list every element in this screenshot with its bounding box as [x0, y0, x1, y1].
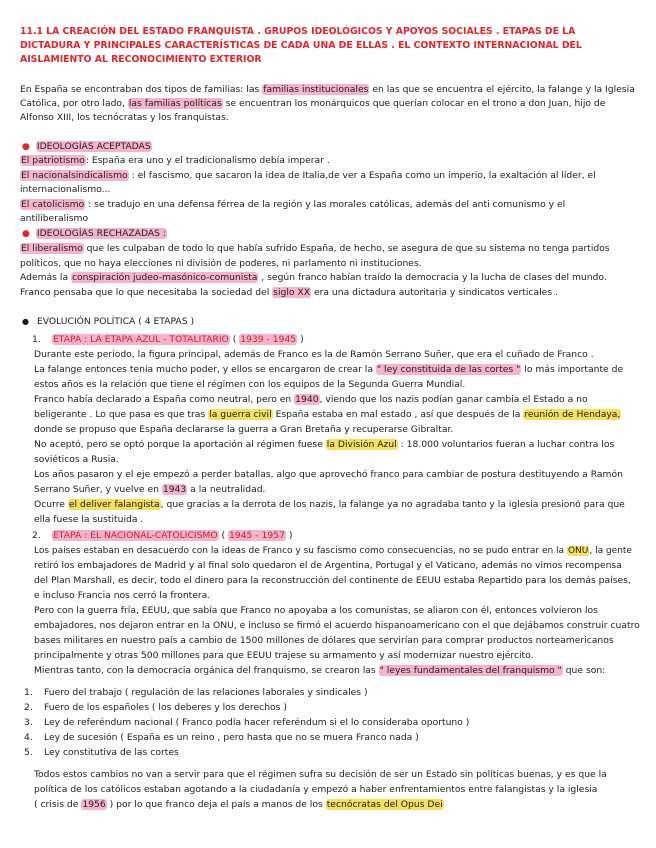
- etapa1-line-8: soviéticos a Rusia.: [34, 454, 119, 465]
- bullet-icon: ●: [22, 229, 30, 239]
- rechazadas-line-3: Además la conspiración judeo-masónico-comunista , según franco habían traído la democracia y la lucha de clases del mundo.: [20, 272, 607, 283]
- closing-line-3: ( crisis de 1956 ) por lo que franco deja el país a manos de los tecnócratas del Opus Dei: [34, 799, 443, 810]
- etapa2-line-6: embajadores, nos dejaron entrar en la ONU, e incluso se firmó el acuerdo hispanoamericano con el que dejábamos construir cuatro: [34, 620, 640, 631]
- etapa1-line-2: La falange entonces tenía mucho poder, y ellos se encargaron de crear la " ley constituida de las cortes " lo más importante de: [34, 364, 624, 375]
- highlight: las familias políticas: [128, 98, 222, 109]
- rechazadas-line-4: Franco pensaba que lo que necesitaba la sociedad del siglo XX era una dictadura autoritaria y sindicatos verticales .: [20, 287, 558, 298]
- intro-line-1: En España se encontraban dos tipos de familias: las familias institucionales en las que se encuentra el ejército, la falange y la Iglesia: [20, 84, 635, 95]
- ley-item: 3. Ley de referéndum nacional ( Franco podía hacer referéndum si el lo consideraba oportuno ): [24, 717, 470, 728]
- etapa2-heading: 2. ETAPA : EL NACIONAL-CATOLICISMO ( 1945 - 1957 ): [32, 530, 293, 541]
- etapa2-line-2: retiró los embajadores de Madrid y al final solo quedaron el de Argentina, Portugal y el Vaticano, además no vimos recompensa: [34, 560, 622, 571]
- etapa1-heading: 1. ETAPA : LA ETAPA AZUL - TOTALITARIO ( 1939 - 1945 ): [32, 334, 304, 345]
- ley-item: 5. Ley constitutiva de las cortes: [24, 747, 179, 758]
- title-line-1: 11.1 LA CREACIÓN DEL ESTADO FRANQUISTA . GRUPOS IDEOLÓGICOS Y APOYOS SOCIALES . ETAPAS DE LA: [20, 26, 576, 37]
- etapa1-line-6: donde se propuso que España declararse la guerra a Gran Bretaña y recuperarse Gibraltar.: [34, 424, 454, 435]
- etapa2-line-3: del Plan Marshall, es decir, todo el dinero para la reconstrucción del continente de EEUU estaba Repartido para los demás países,: [34, 575, 631, 586]
- closing-line-1: Todos estos cambios no van a servir para que el régimen sufra su decisión de ser un Estado sin políticas buenas, y es que la: [34, 769, 607, 780]
- etapa1-line-5: beligerante . Lo que pasa es que tras la guerra civil España estaba en mal estado , así que después de la reunión de Hendaya,: [34, 409, 621, 420]
- highlight: familias institucionales: [263, 84, 369, 95]
- heading-rechazadas: ● IDEOLOGÍAS RECHAZADAS :: [22, 228, 166, 239]
- etapa2-line-1: Los países estaban en desacuerdo con la ideas de Franco y su fascismo como consecuencias, no se pudo entrar en la ONU, la gente: [34, 546, 632, 556]
- aceptadas-line-3: internacionalismo...: [20, 184, 111, 195]
- etapa1-line-10: Serrano Suñer, y vuelve en 1943 a la neutralidad.: [34, 484, 266, 495]
- rechazadas-line-2: políticos, que no haya elecciones ni división de poderes, ni parlamento ni instituciones.: [20, 258, 422, 269]
- etapa2-line-9: Mientras tanto, con la democracia orgánica del franquismo, se crearon las " leyes fundamentales del franquismo " que son:: [34, 665, 606, 676]
- bullet-icon: ●: [22, 317, 29, 326]
- etapa1-line-7: No aceptó, pero se optó porque la aportación al régimen fuese la División Azul : 18.000 voluntarios fueran a luchar contra los: [34, 439, 615, 450]
- closing-line-2: política de los católicos estaban agotando a la ciudadanía y empezó a haber enfrentamientos entre falangistas y la iglesia: [34, 784, 598, 795]
- etapa2-line-7: bases militares en nuestro país a cambio de 1500 millones de dólares que servirían para comprar productos norteamericanos: [34, 635, 614, 646]
- etapa2-line-8: principalmente y otras 500 millones para que EEUU trajese su armamento y así modernizar nuestro ejército.: [34, 650, 534, 661]
- aceptadas-line-1: El patriotismo: España era uno y el tradicionalismo debía imperar .: [21, 155, 330, 166]
- heading-aceptadas: ● IDEOLOGÍAS ACEPTADAS: [22, 141, 151, 152]
- etapa2-line-5: Pero con la guerra fría, EEUU, que sabía que Franco no apoyaba a los comunistas, se aliaron con él, entonces volvieron los: [34, 605, 598, 616]
- etapa1-line-4: Franco había declarado a España como neutral, pero en 1940, viendo que los nazis podían ganar cambia el Estado a no: [34, 394, 588, 405]
- etapa1-line-1: Durante este periodo, la figura principal, además de Franco es la de Ramón Serrano Suñer, que era el cuñado de Franco .: [34, 349, 594, 360]
- etapa1-line-3: estos años es la relación que tiene el régimen con los equipos de la Segunda Guerra Mundial.: [34, 379, 466, 390]
- heading-evolucion: ● EVOLUCIÓN POLÍTICA ( 4 ETAPAS ): [22, 316, 195, 327]
- bullet-icon: ●: [22, 142, 30, 152]
- intro-line-2: Católica, por otro lado, las familias políticas se encuentran los monárquicos que querían colocar en el trono a don Juan, hijo de: [20, 98, 606, 109]
- title-line-3: AISLAMIENTO AL RECONOCIMIENTO EXTERIOR: [20, 54, 262, 65]
- title-line-2: DICTADURA Y PRINCIPALES CARACTERÍSTICAS DE CADA UNA DE ELLAS . EL CONTEXTO INTERNACIONAL DEL: [20, 40, 582, 51]
- ley-item: 1. Fuero del trabajo ( regulación de las relaciones laborales y sindicales ): [24, 687, 368, 698]
- ley-item: 4. Ley de sucesión ( España es un reino , pero hasta que no se muera Franco nada ): [24, 732, 419, 743]
- aceptadas-line-4: El catolicismo : se tradujo en una defensa férrea de la región y las morales católicas, además del anti comunismo y el: [21, 199, 566, 210]
- etapa1-line-12: ella fuese la sustituida .: [34, 514, 144, 525]
- etapa1-line-11: Ocurre el deliver falangista, que gracias a la derrota de los nazis, la falange ya no agradaba tanto y la iglesia presionó para que: [34, 499, 625, 510]
- aceptadas-line-5: antiliberalismo: [20, 213, 89, 224]
- ley-item: 2. Fuero de los españoles ( los deberes y los derechos ): [24, 702, 287, 713]
- rechazadas-line-1: El liberalismo que les culpaban de todo lo que había sufrido España, de hecho, se asegura de que su sistema no tenga partidos: [21, 243, 610, 254]
- intro-line-3: Alfonso XIII, los tecnócratas y los franquistas.: [20, 112, 229, 123]
- etapa1-line-9: Los años pasaron y el eje empezó a perder batallas, algo que aprovechó franco para cambiar de postura destituyendo a Ramón: [34, 469, 623, 480]
- etapa2-line-4: e incluso Francia nos cerró la frontera.: [34, 590, 211, 601]
- aceptadas-line-2: El nacionalsindicalismo : el fascismo, que sacaron la idea de Italia,de ver a España como un imperio, la exaltación al líder, el: [21, 170, 596, 181]
